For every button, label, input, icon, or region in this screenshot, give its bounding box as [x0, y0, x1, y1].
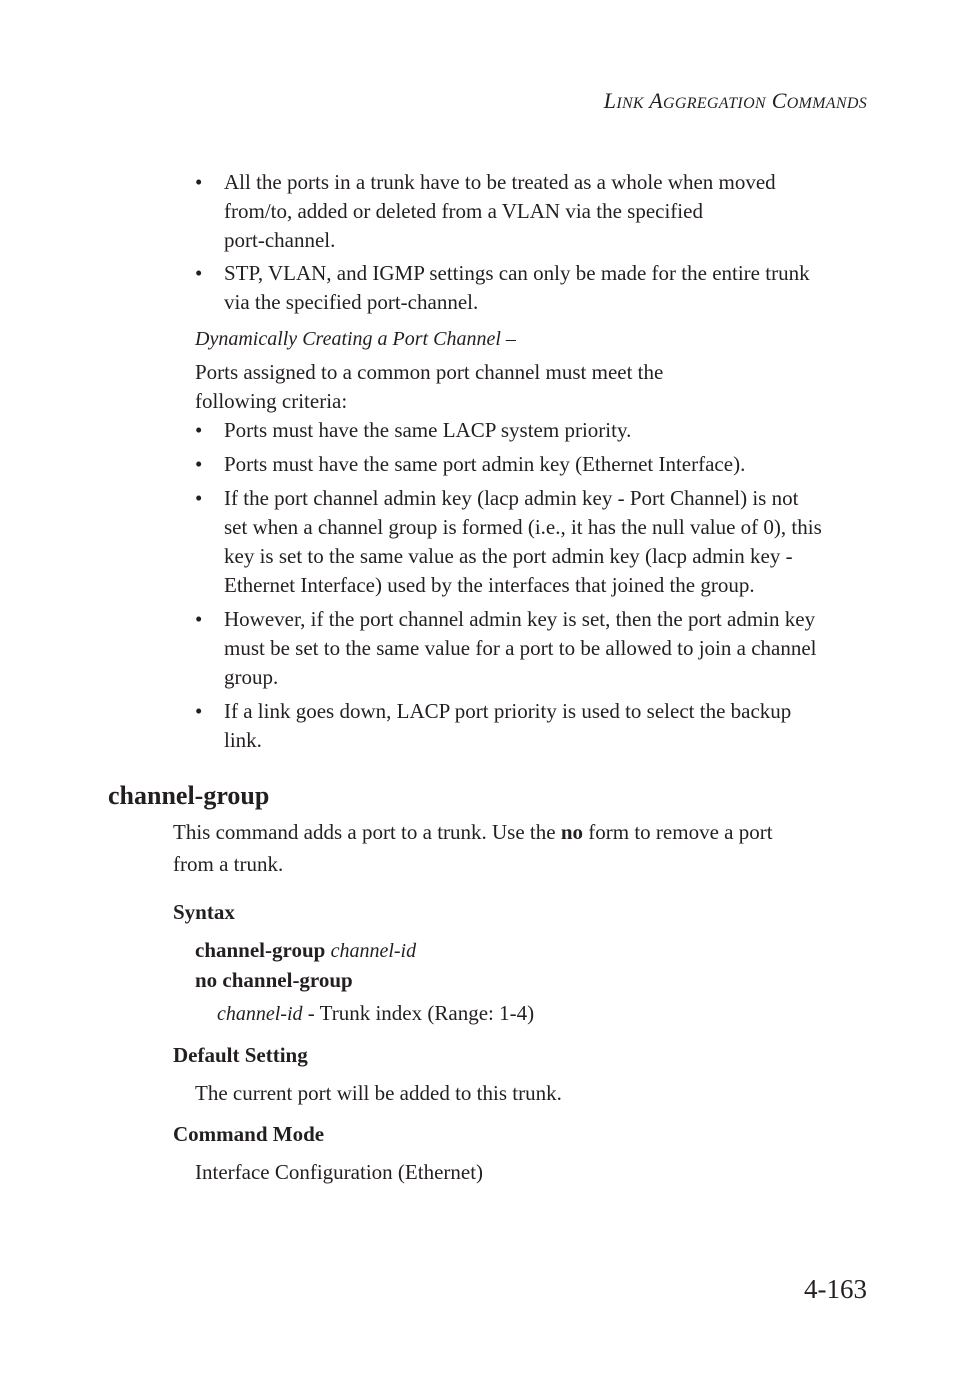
- list-item: • If a link goes down, LACP port priority is used to select the backup link.: [195, 699, 792, 752]
- bullet-icon: •: [195, 486, 203, 510]
- syntax-heading: Syntax: [173, 900, 235, 924]
- default-setting-heading: Default Setting: [173, 1043, 308, 1067]
- running-head: LINK AGGREGATION COMMANDS: [603, 88, 867, 113]
- page-number: 4-163: [804, 1274, 867, 1304]
- bullet-icon: •: [195, 170, 203, 194]
- command-title: channel-group: [108, 781, 270, 810]
- trunk-rules-list: [195, 168, 867, 317]
- criteria-intro: Ports assigned to a common port channel must meet the following criteria:: [195, 360, 664, 413]
- list-item: • All the ports in a trunk have to be treated as a whole when moved from/to, added or deleted from a VLAN via the specified port-channel.: [195, 170, 776, 252]
- parameter-description: channel-id - Trunk index (Range: 1-4): [217, 1001, 535, 1025]
- no-keyword: no: [560, 820, 584, 844]
- syntax-argument: channel-id: [330, 940, 417, 962]
- command-mode-heading: Command Mode: [173, 1122, 325, 1146]
- list-item: • Ports must have the same LACP system priority.: [195, 416, 867, 445]
- list-item: • STP, VLAN, and IGMP settings can only be made for the entire trunk via the specified port-channel.: [195, 261, 810, 314]
- bullet-icon: •: [195, 418, 203, 442]
- list-item: • If the port channel admin key (lacp admin key - Port Channel) is not set when a channel group is formed (i.e., it has the null value of 0), this key is set to the same value as the port admin key (lacp admin key - Ethernet Interface) used by the interfaces that joined the group.: [195, 486, 822, 597]
- bullet-icon: •: [195, 452, 203, 476]
- syntax-block: [195, 936, 416, 995]
- dynamic-heading: Dynamically Creating a Port Channel –: [195, 328, 516, 350]
- command-mode-text: Interface Configuration (Ethernet): [195, 1160, 484, 1184]
- command-description: This command adds a port to a trunk. Use the no form to remove a port from a trunk.: [173, 820, 773, 876]
- syntax-no-command: no channel-group: [195, 968, 353, 992]
- criteria-list: [195, 416, 867, 755]
- list-item: • Ports must have the same port admin key (Ethernet Interface).: [195, 450, 867, 479]
- syntax-command: channel-group: [195, 938, 326, 962]
- bullet-icon: •: [195, 607, 203, 631]
- bullet-icon: •: [195, 261, 203, 285]
- bullet-icon: •: [195, 699, 203, 723]
- default-setting-text: The current port will be added to this trunk.: [195, 1081, 562, 1105]
- list-item: • However, if the port channel admin key is set, then the port admin key must be set to the same value for a port to be allowed to join a channel group.: [195, 607, 817, 689]
